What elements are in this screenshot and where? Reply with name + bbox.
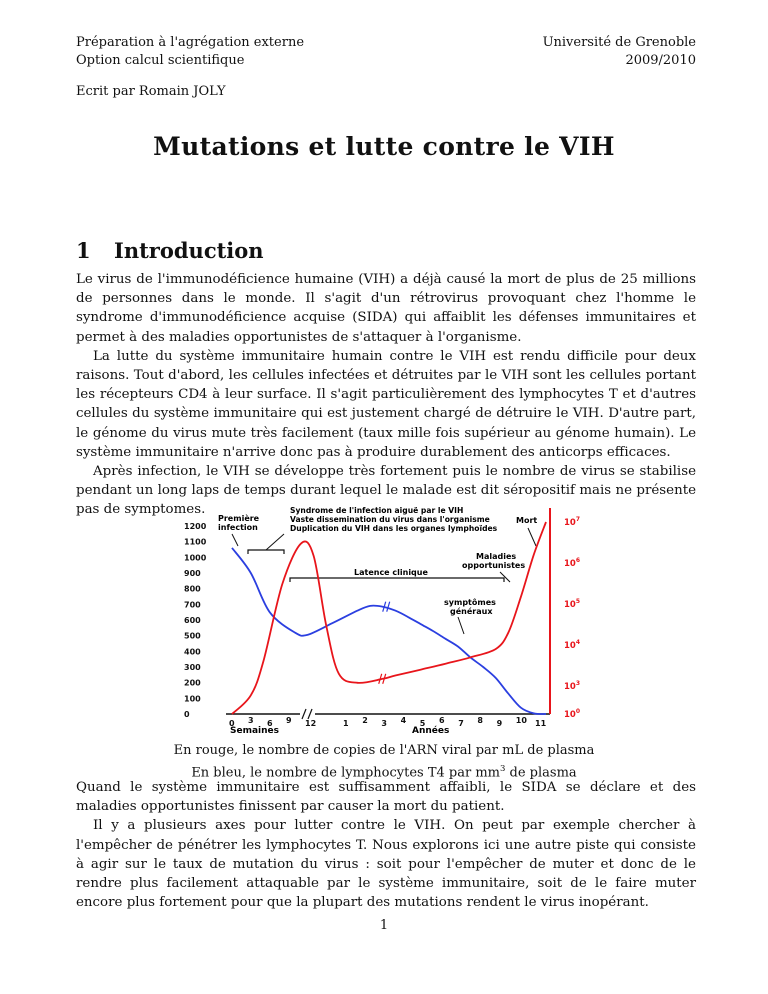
intro-text: [76, 270, 696, 520]
left-tick-label: 1000: [184, 553, 207, 563]
header-course: Préparation à l'agrégation externe: [76, 35, 305, 50]
annotation-syndrome-line3: Duplication du VIH dans les organes lymphoïdes: [290, 524, 498, 533]
header-year: 2009/2010: [625, 53, 696, 68]
paragraph: Le virus de l'immunodéficience humaine (VIH) a déjà causé la mort de plus de 25 millions de personnes dans le monde. Il s'agit d'un rétrovirus provoquant chez l'homme le syndrome d'immunodéficience acquise (SIDA) qui affaiblit les défenses immunitaires et permet à des maladies opportunistes de s'attaquer à l'organisme.: [76, 272, 696, 345]
x-tick-label-year: 8: [477, 716, 483, 725]
section-title: Introduction: [114, 238, 264, 263]
left-tick-label: 900: [184, 569, 201, 578]
right-tick-label: $10^4$: [564, 639, 581, 651]
paragraph: Il y a plusieurs axes pour lutter contre le VIH. On peut par exemple chercher à l'empêcher de pénétrer les lymphocytes T. Nous explorons ici une autre piste qui consiste à agir sur le taux de mutation du virus : soit pour l'empêcher de muter et donc de le rendre plus facilement attaquable par le système immunitaire, soit de le faire muter encore plus fortement pour que la plupart des mutations rendent le virus inopérant.: [76, 818, 696, 911]
left-tick-label: 400: [184, 647, 201, 657]
left-tick-label: 300: [184, 663, 201, 672]
author-line: Ecrit par Romain JOLY: [76, 84, 226, 99]
x-tick-label-year: 6: [439, 716, 445, 725]
annotation-clinical-latency: Latence clinique: [354, 568, 428, 577]
right-tick-label: $10^3$: [564, 680, 581, 692]
x-tick-label-year: 10: [515, 716, 527, 725]
left-tick-label: 500: [184, 631, 201, 641]
left-tick-label: 600: [184, 616, 201, 625]
annotation-pointer: [232, 534, 238, 546]
x-tick-label-year: 9: [496, 719, 503, 728]
annotation-syndrome-line1: Syndrome de l'infection aiguë par le VIH: [290, 506, 464, 515]
x-tick-label-year: 4: [400, 716, 407, 725]
x-tick-label-year: 2: [362, 716, 368, 725]
left-axis-ticks: [184, 522, 207, 719]
left-tick-label: 1200: [184, 522, 207, 531]
annotation-bracket: [290, 578, 504, 582]
caption-line-red: En rouge, le nombre de copies de l'ARN viral par mL de plasma: [173, 743, 595, 758]
annotation-pointer: [500, 572, 510, 582]
annotation-first-infection-line2: infection: [218, 523, 258, 532]
left-tick-label: 800: [184, 584, 201, 594]
x-tick-label-year: 11: [535, 719, 547, 728]
annotation-lines: [232, 528, 536, 634]
annotation-pointer: [266, 534, 284, 550]
annotation-general-symptoms-line1: symptômes: [444, 598, 496, 607]
x-tick-label-year: 5: [419, 719, 426, 728]
annotation-opportunistic-line1: Maladies: [476, 552, 517, 561]
paragraph: La lutte du système immunitaire humain contre le VIH est rendu difficile pour deux raisons. Tout d'abord, les cellules infectées et détruites par le VIH sont les cellules portant les récepteurs CD4 à leur surface. Il s'agit particulièrement des lymphocytes T et d'autres cellules du système immunitaire qui est justement chargé de détruire le VIH. D'autre part, le génome du virus mute très facilement (taux mille fois supérieur au génome humain). Le système immunitaire n'arrive donc pas à produire durablement des anticorps efficaces.: [76, 348, 696, 460]
paragraph: Quand le système immunitaire est suffisamment affaibli, le SIDA se déclare et des maladies opportunistes finissent par causer la mort du patient.: [76, 780, 696, 815]
annotation-pointer: [528, 528, 536, 546]
right-tick-label: $10^6$: [564, 557, 581, 569]
x-tick-label-week: 6: [267, 719, 273, 728]
caption-superscript: 3: [499, 764, 506, 774]
axis-break-mark: [302, 709, 306, 719]
x-axis-label-years: Années: [412, 726, 450, 734]
x-tick-label-week: 12: [305, 719, 317, 728]
paragraph: Après infection, le VIH se développe très fortement puis le nombre de virus se stabilise pendant un long laps de temps durant lequel le malade est dit séropositif mais ne présente pas de symptomes.: [76, 464, 696, 518]
right-tick-label: $10^0$: [564, 708, 581, 720]
left-tick-label: 0: [184, 710, 190, 719]
caption-blue-text: En bleu, le nombre de lymphocytes T4 par mm: [191, 765, 500, 781]
section-number: 1: [76, 238, 91, 263]
caption-blue-text-end: de plasma: [505, 765, 577, 781]
left-tick-label: 100: [184, 694, 201, 704]
left-tick-label: 1100: [184, 537, 207, 547]
annotation-general-symptoms-line2: généraux: [450, 607, 493, 616]
figure-caption: [0, 741, 768, 782]
x-tick-label-year: 1: [343, 719, 349, 728]
curve-break-mark: [387, 602, 390, 612]
hiv-chart: [180, 502, 590, 734]
annotation-opportunistic-line2: opportunistes: [462, 561, 526, 570]
right-axis-ticks: [564, 516, 580, 720]
annotation-death: Mort: [516, 516, 538, 525]
annotation-syndrome-line2: Vaste dissemination du virus dans l'organisme: [290, 515, 490, 524]
annotation-pointer: [458, 617, 464, 634]
page-number: 1: [379, 918, 389, 933]
x-tick-label-week: 9: [286, 716, 292, 725]
x-tick-label-year: 7: [458, 719, 464, 728]
continued-text: [76, 778, 696, 912]
x-tick-label-week: 3: [248, 716, 254, 725]
x-axis-label-weeks: Semaines: [230, 726, 279, 734]
right-tick-label: $10^5$: [564, 598, 581, 610]
x-tick-label-year: 3: [381, 719, 387, 728]
annotation-first-infection-line1: Première: [218, 514, 260, 523]
header-right: [543, 34, 696, 70]
viral-load-series-line: [232, 522, 546, 714]
axis-break-mark: [308, 709, 312, 719]
section-heading: [76, 238, 264, 263]
left-tick-label: 700: [184, 600, 201, 610]
header-left: [76, 34, 304, 70]
header-option: Option calcul scientifique: [76, 53, 245, 68]
right-tick-label: $10^7$: [564, 516, 581, 528]
annotation-bracket: [248, 550, 284, 554]
left-tick-label: 200: [184, 678, 201, 688]
hiv-progression-figure: [180, 502, 590, 734]
x-tick-label-week: 0: [229, 719, 235, 728]
page-title: Mutations et lutte contre le VIH: [153, 132, 615, 161]
header-university: Université de Grenoble: [542, 35, 696, 50]
